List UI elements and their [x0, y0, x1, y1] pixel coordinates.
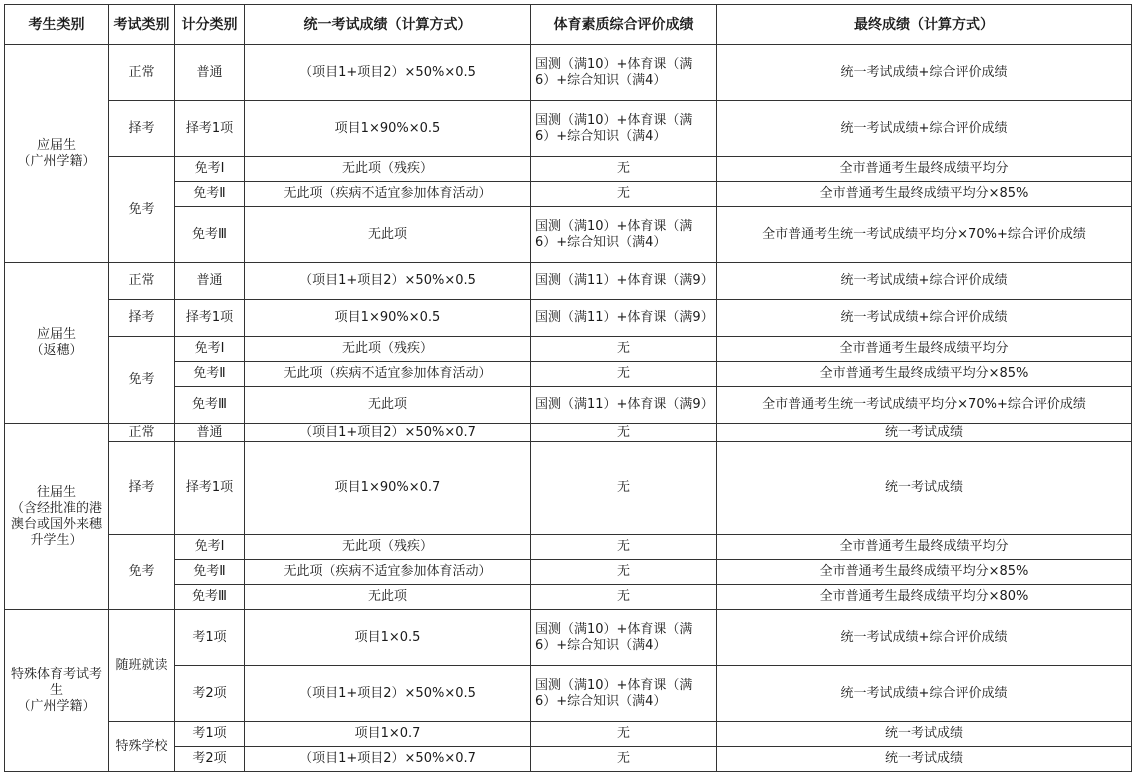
score-category-cell: 免考Ⅱ — [175, 362, 245, 387]
table-row — [5, 747, 1132, 772]
unified-score-cell: （项目1+项目2）×50%×0.5 — [245, 666, 531, 722]
final-score-cell: 统一考试成绩+综合评价成绩 — [717, 263, 1132, 300]
table-row — [5, 300, 1132, 337]
physical-score-cell: 无 — [531, 722, 717, 747]
score-category-cell: 免考Ⅱ — [175, 560, 245, 585]
header-exam-category: 考试类别 — [109, 5, 175, 45]
score-category-cell: 免考Ⅰ — [175, 337, 245, 362]
physical-score-cell: 国测（满11）+体育课（满9） — [531, 387, 717, 424]
score-category-cell: 普通 — [175, 424, 245, 442]
score-category-cell: 择考1项 — [175, 300, 245, 337]
table-row — [5, 182, 1132, 207]
physical-score-cell: 无 — [531, 585, 717, 610]
table-row — [5, 424, 1132, 442]
score-category-cell: 考2项 — [175, 666, 245, 722]
score-category-cell: 免考Ⅰ — [175, 535, 245, 560]
score-category-cell: 考1项 — [175, 610, 245, 666]
unified-score-cell: 项目1×0.5 — [245, 610, 531, 666]
unified-score-cell: 无此项 — [245, 585, 531, 610]
table-row — [5, 442, 1132, 535]
score-category-cell: 免考Ⅲ — [175, 207, 245, 263]
unified-score-cell: （项目1+项目2）×50%×0.5 — [245, 263, 531, 300]
unified-score-cell: 无此项 — [245, 207, 531, 263]
table-row — [5, 101, 1132, 157]
final-score-cell: 统一考试成绩 — [717, 442, 1132, 535]
table-row — [5, 45, 1132, 101]
final-score-cell: 统一考试成绩 — [717, 747, 1132, 772]
score-category-cell: 免考Ⅰ — [175, 157, 245, 182]
unified-score-cell: 无此项（疾病不适宜参加体育活动） — [245, 560, 531, 585]
score-category-cell: 免考Ⅲ — [175, 387, 245, 424]
final-score-cell: 统一考试成绩+综合评价成绩 — [717, 666, 1132, 722]
table-row — [5, 157, 1132, 182]
final-score-cell: 统一考试成绩+综合评价成绩 — [717, 45, 1132, 101]
physical-score-cell: 无 — [531, 442, 717, 535]
table-body — [5, 45, 1132, 772]
score-category-cell: 择考1项 — [175, 442, 245, 535]
exam-category-cell: 择考 — [109, 442, 175, 535]
final-score-cell: 全市普通考生最终成绩平均分×80% — [717, 585, 1132, 610]
physical-score-cell: 无 — [531, 747, 717, 772]
exam-category-cell: 随班就读 — [109, 610, 175, 722]
table-row — [5, 666, 1132, 722]
exam-category-cell: 免考 — [109, 535, 175, 610]
final-score-cell: 全市普通考生最终成绩平均分 — [717, 535, 1132, 560]
table-row — [5, 722, 1132, 747]
physical-score-cell: 无 — [531, 424, 717, 442]
header-score-category: 计分类别 — [175, 5, 245, 45]
table-row — [5, 337, 1132, 362]
student-category-cell: 应届生 （广州学籍） — [5, 45, 109, 263]
unified-score-cell: 无此项（残疾） — [245, 157, 531, 182]
exam-category-cell: 免考 — [109, 337, 175, 424]
final-score-cell: 统一考试成绩+综合评价成绩 — [717, 610, 1132, 666]
table-row — [5, 610, 1132, 666]
physical-score-cell: 无 — [531, 182, 717, 207]
unified-score-cell: 无此项（疾病不适宜参加体育活动） — [245, 362, 531, 387]
physical-score-cell: 国测（满11）+体育课（满9） — [531, 300, 717, 337]
unified-score-cell: 项目1×90%×0.5 — [245, 101, 531, 157]
exam-category-cell: 特殊学校 — [109, 722, 175, 772]
student-category-cell: 应届生 （返穗） — [5, 263, 109, 424]
score-category-cell: 免考Ⅱ — [175, 182, 245, 207]
final-score-cell: 全市普通考生最终成绩平均分×85% — [717, 182, 1132, 207]
physical-score-cell: 无 — [531, 157, 717, 182]
unified-score-cell: 无此项（残疾） — [245, 535, 531, 560]
exam-category-cell: 正常 — [109, 424, 175, 442]
unified-score-cell: 无此项（疾病不适宜参加体育活动） — [245, 182, 531, 207]
exam-category-cell: 免考 — [109, 157, 175, 263]
score-category-cell: 考1项 — [175, 722, 245, 747]
final-score-cell: 全市普通考生最终成绩平均分 — [717, 157, 1132, 182]
unified-score-cell: 无此项（残疾） — [245, 337, 531, 362]
final-score-cell: 全市普通考生最终成绩平均分×85% — [717, 560, 1132, 585]
header-physical-score: 体育素质综合评价成绩 — [531, 5, 717, 45]
physical-score-cell: 国测（满10）+体育课（满6）+综合知识（满4） — [531, 666, 717, 722]
unified-score-cell: 无此项 — [245, 387, 531, 424]
unified-score-cell: 项目1×90%×0.5 — [245, 300, 531, 337]
table-row — [5, 387, 1132, 424]
exam-category-cell: 择考 — [109, 300, 175, 337]
exam-category-cell: 择考 — [109, 101, 175, 157]
final-score-cell: 全市普通考生统一考试成绩平均分×70%+综合评价成绩 — [717, 387, 1132, 424]
final-score-cell: 统一考试成绩+综合评价成绩 — [717, 101, 1132, 157]
final-score-cell: 全市普通考生统一考试成绩平均分×70%+综合评价成绩 — [717, 207, 1132, 263]
physical-score-cell: 国测（满10）+体育课（满6）+综合知识（满4） — [531, 45, 717, 101]
final-score-cell: 全市普通考生最终成绩平均分 — [717, 337, 1132, 362]
physical-score-cell: 无 — [531, 362, 717, 387]
score-category-cell: 免考Ⅲ — [175, 585, 245, 610]
student-category-cell: 往届生 （含经批准的港澳台或国外来穗升学生） — [5, 424, 109, 610]
physical-score-cell: 无 — [531, 535, 717, 560]
table-row — [5, 207, 1132, 263]
score-category-cell: 考2项 — [175, 747, 245, 772]
physical-score-cell: 国测（满10）+体育课（满6）+综合知识（满4） — [531, 610, 717, 666]
physical-score-cell: 国测（满10）+体育课（满6）+综合知识（满4） — [531, 101, 717, 157]
unified-score-cell: （项目1+项目2）×50%×0.5 — [245, 45, 531, 101]
score-table — [4, 4, 1132, 772]
score-category-cell: 普通 — [175, 263, 245, 300]
table-row — [5, 560, 1132, 585]
header-student-category: 考生类别 — [5, 5, 109, 45]
header-final-score: 最终成绩（计算方式） — [717, 5, 1132, 45]
final-score-cell: 统一考试成绩+综合评价成绩 — [717, 300, 1132, 337]
score-category-cell: 择考1项 — [175, 101, 245, 157]
unified-score-cell: 项目1×90%×0.7 — [245, 442, 531, 535]
unified-score-cell: （项目1+项目2）×50%×0.7 — [245, 747, 531, 772]
table-row — [5, 535, 1132, 560]
table-row — [5, 585, 1132, 610]
physical-score-cell: 国测（满11）+体育课（满9） — [531, 263, 717, 300]
student-category-cell: 特殊体育考试考生 （广州学籍） — [5, 610, 109, 772]
final-score-cell: 统一考试成绩 — [717, 424, 1132, 442]
header-row — [5, 5, 1132, 45]
physical-score-cell: 国测（满10）+体育课（满6）+综合知识（满4） — [531, 207, 717, 263]
exam-category-cell: 正常 — [109, 263, 175, 300]
table-row — [5, 362, 1132, 387]
physical-score-cell: 无 — [531, 337, 717, 362]
table-header — [5, 5, 1132, 45]
final-score-cell: 统一考试成绩 — [717, 722, 1132, 747]
physical-score-cell: 无 — [531, 560, 717, 585]
header-unified-score: 统一考试成绩（计算方式） — [245, 5, 531, 45]
table-row — [5, 263, 1132, 300]
unified-score-cell: （项目1+项目2）×50%×0.7 — [245, 424, 531, 442]
unified-score-cell: 项目1×0.7 — [245, 722, 531, 747]
exam-category-cell: 正常 — [109, 45, 175, 101]
score-category-cell: 普通 — [175, 45, 245, 101]
final-score-cell: 全市普通考生最终成绩平均分×85% — [717, 362, 1132, 387]
